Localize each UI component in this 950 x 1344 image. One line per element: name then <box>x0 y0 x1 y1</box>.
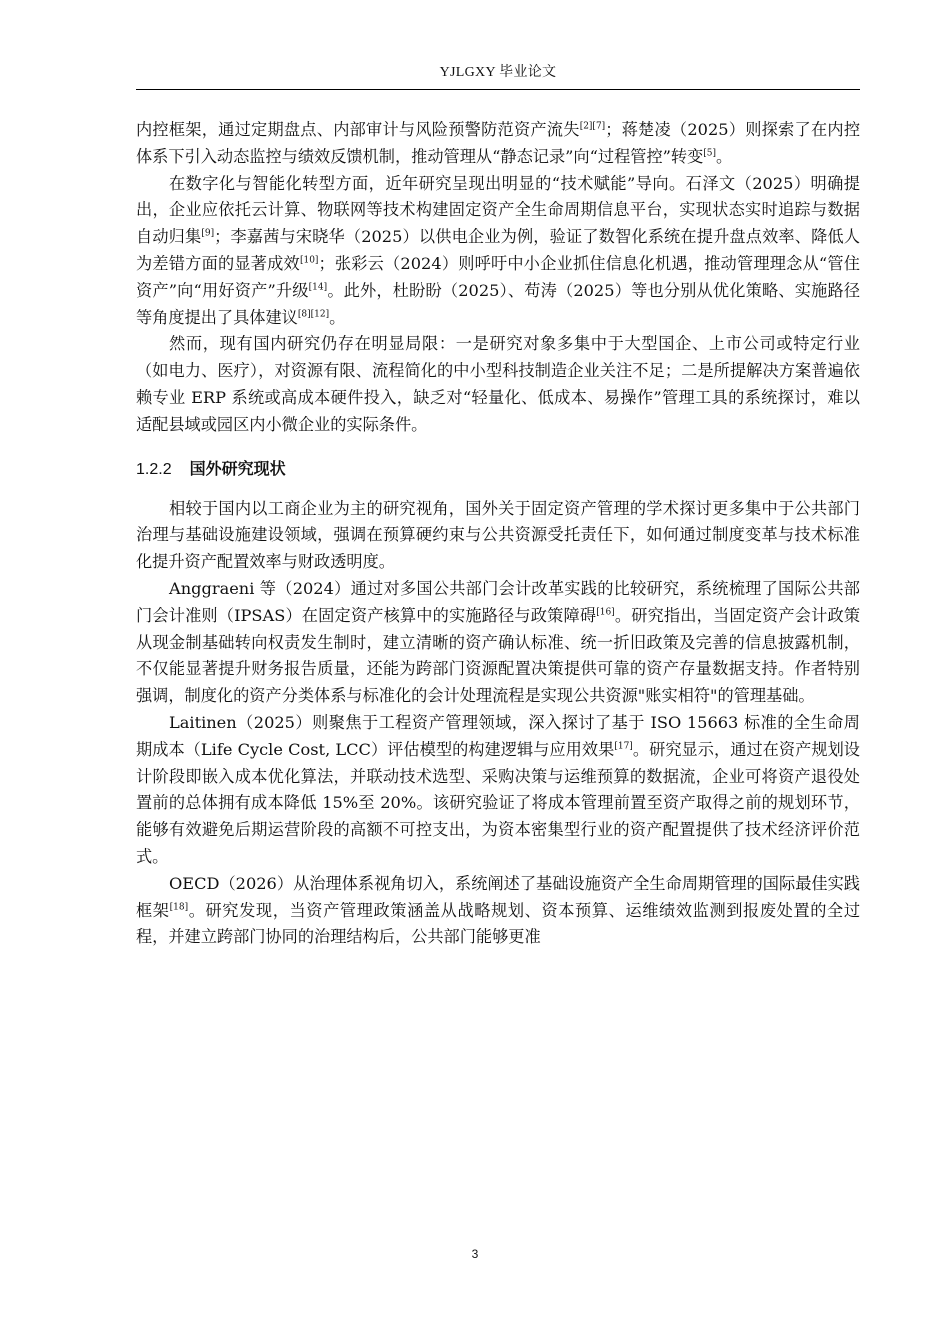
citation-ref: [2][7] <box>579 121 606 132</box>
citation-ref: [17] <box>614 741 633 752</box>
citation-ref: [5] <box>703 148 717 159</box>
page-header <box>136 63 860 90</box>
paragraph-text: 。研究显示，通过在资产规划设计阶段即嵌入成本优化算法，并联动技术选型、采购决策与运维预算的数据流，企业可将资产退役处置前的总体拥有成本降低 15%至 20%。该研究验证了将成本管理前置至资产取得之前的规划环节，能够有效避免后期运营阶段的高额不可控支出，为资本密集型行业的资产配置提供了技术经济评价范式。 <box>136 739 860 866</box>
paragraph-text: Laitinen（2025）则聚焦于工程资产管理领域，深入探讨了基于 ISO 15663 标准的全生命周期成本（Life Cycle Cost, LCC）评估模型的构建逻辑与应用效果 <box>136 712 860 759</box>
paragraph <box>136 871 860 951</box>
citation-ref: [10] <box>299 255 319 266</box>
page-number: 3 <box>471 1247 479 1261</box>
paragraph <box>136 496 860 576</box>
section-heading <box>136 459 860 481</box>
paragraph-group-foreign <box>136 496 860 952</box>
paragraph <box>136 331 860 438</box>
paragraph-text: 。此外，杜盼盼（2025）、苟涛（2025）等也分别从优化策略、实施路径等角度提出了具体建议 <box>136 280 861 327</box>
paragraph <box>136 710 860 871</box>
paragraph-text: ；蒋楚凌（2025）则探索了在内控体系下引入动态监控与绩效反馈机制，推动管理从“静态记录”向“过程管控”转变 <box>136 120 861 166</box>
citation-ref: [16] <box>596 607 615 618</box>
document-body <box>136 117 860 951</box>
paragraph <box>136 576 860 710</box>
paragraph-text: ；张彩云（2024）则呼吁中小企业抓住信息化机遇，推动管理理念从“管住资产”向“用好资产”升级 <box>136 253 860 300</box>
citation-ref: [18] <box>169 902 189 913</box>
paragraph-text: OECD（2026）从治理体系视角切入，系统阐述了基础设施资产全生命周期管理的国际最佳实践框架 <box>136 873 860 920</box>
section-title: 国外研究现状 <box>189 460 286 478</box>
paragraph-text: 。 <box>716 146 733 166</box>
paragraph-text: Anggraeni 等（2024）通过对多国公共部门会计改革实践的比较研究，系统梳理了国际公共部门会计准则（IPSAS）在固定资产核算中的实施路径与政策障碍 <box>136 578 860 625</box>
paragraph-text: 。研究指出，当固定资产会计政策从现金制基础转向权责发生制时，建立清晰的资产确认标准、统一折旧政策及完善的信息披露机制，不仅能显著提升财务报告质量，还能为跨部门资源配置决策提供可靠的资产存量数据支持。作者特别强调，制度化的资产分类体系与标准化的会计处理流程是实现公共资源"账实相符"的管理基础。 <box>136 605 861 706</box>
paragraph-group-domestic <box>136 117 860 439</box>
citation-ref: [14] <box>308 282 328 293</box>
paragraph-text: 。 <box>329 307 346 327</box>
paragraph <box>136 117 860 171</box>
paragraph-text: 在数字化与智能化转型方面，近年研究呈现出明显的“技术赋能”导向。石泽文（2025）明确提出，企业应依托云计算、物联网等技术构建固定资产全生命周期信息平台，实现状态实时追踪与数据自动归集 <box>136 173 860 247</box>
paragraph <box>136 171 860 332</box>
paragraph-text: ；李嘉茜与宋晓华（2025）以供电企业为例，验证了数智化系统在提升盘点效率、降低人为差错方面的显著成效 <box>136 227 860 273</box>
paragraph-text: 然而，现有国内研究仍存在明显局限：一是研究对象多集中于大型国企、上市公司或特定行业（如电力、医疗），对资源有限、流程简化的中小型科技制造企业关注不足；二是所提解决方案普遍依赖专业 ERP 系统或高成本硬件投入，缺乏对“轻量化、低成本、易操作”管理工具的系统探讨，难以适配县域或园区内小微企业的实际条件。 <box>136 334 860 434</box>
header-title: YJLGXY 毕业论文 <box>439 65 557 80</box>
section-number: 1.2.2 <box>136 460 172 478</box>
paragraph-text: 。研究发现，当资产管理政策涵盖从战略规划、资本预算、运维绩效监测到报废处置的全过程，并建立跨部门协同的治理结构后，公共部门能够更准 <box>136 900 861 947</box>
paragraph-text: 内控框架，通过定期盘点、内部审计与风险预警防范资产流失 <box>136 120 580 139</box>
citation-ref: [8][12] <box>297 309 330 320</box>
paragraph-text: 相较于国内以工商企业为主的研究视角，国外关于固定资产管理的学术探讨更多集中于公共部门治理与基础设施建设领域，强调在预算硬约束与公共资源受托责任下，如何通过制度变革与技术标准化提升资产配置效率与财政透明度。 <box>136 498 860 572</box>
citation-ref: [9] <box>201 228 215 239</box>
